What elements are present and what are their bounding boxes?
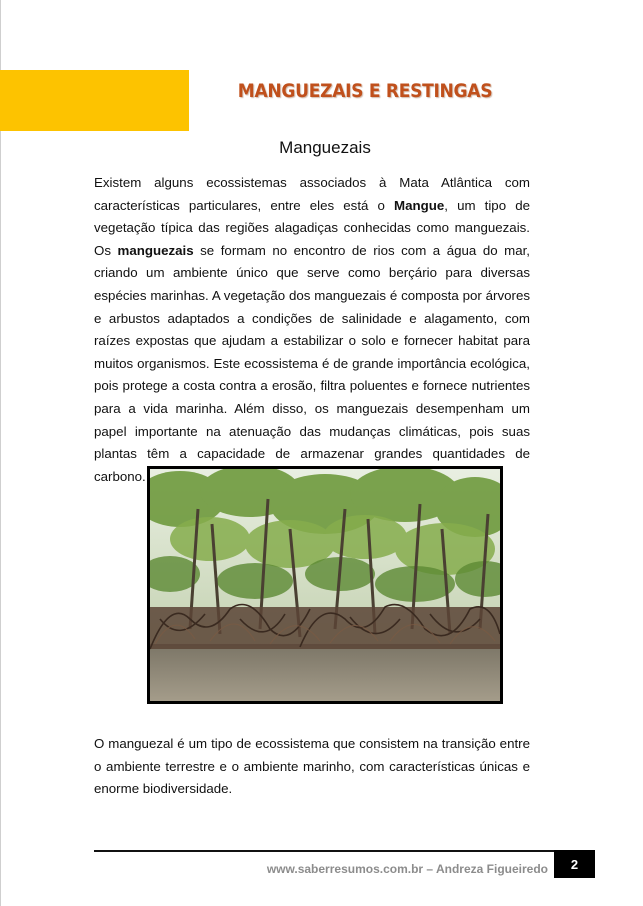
intro-text-e: se formam no encontro de rios com a água do mar, criando um ambiente único que serve como berçário para diversas espécies marinhas. A vegetação dos manguezais é composta por árvores e arbustos adaptados a condições de salinidade e alagamento, com raízes expostas que ajudam a estabilizar o solo e fornecer habitat para muitos organismos. Este ecossistema é de grande importância ecológica, pois protege a costa contra a erosão, filtra poluentes e fornece nutrientes para a vida marinha. Além disso, os manguezais desempenham um papel importante na atenuação das mudanças climáticas, pois suas plantas têm a capacidade de armazenar grandes quantidades de carbono. (94, 242, 530, 484)
header-accent-band (0, 70, 189, 131)
term-manguezais: manguezais (117, 242, 194, 258)
page-left-edge (0, 0, 1, 906)
term-mangue: Mangue (394, 197, 445, 213)
page-title: MANGUEZAIS E RESTINGAS (237, 80, 493, 102)
intro-text-a: Existem alguns ecossistemas associados à Mata Atlântica com características particulares, entre eles está o (94, 175, 530, 213)
mangrove-photo-illustration (150, 469, 500, 701)
footer-credit: www.saberresumos.com.br – Andreza Figueiredo (266, 862, 548, 876)
intro-paragraph (94, 172, 530, 488)
closing-paragraph: O manguezal é um tipo de ecossistema que consistem na transição entre o ambiente terrestre e o ambiente marinho, com características únicas e enorme biodiversidade. (94, 736, 530, 797)
intro-text-c: , um tipo de vegetação típica das regiões alagadiças conhecidas como manguezais. Os (94, 197, 530, 258)
page-number: 2 (554, 850, 595, 878)
section-subtitle: Manguezais (279, 138, 371, 157)
footer-divider (94, 850, 554, 852)
mangrove-photo (147, 466, 503, 704)
